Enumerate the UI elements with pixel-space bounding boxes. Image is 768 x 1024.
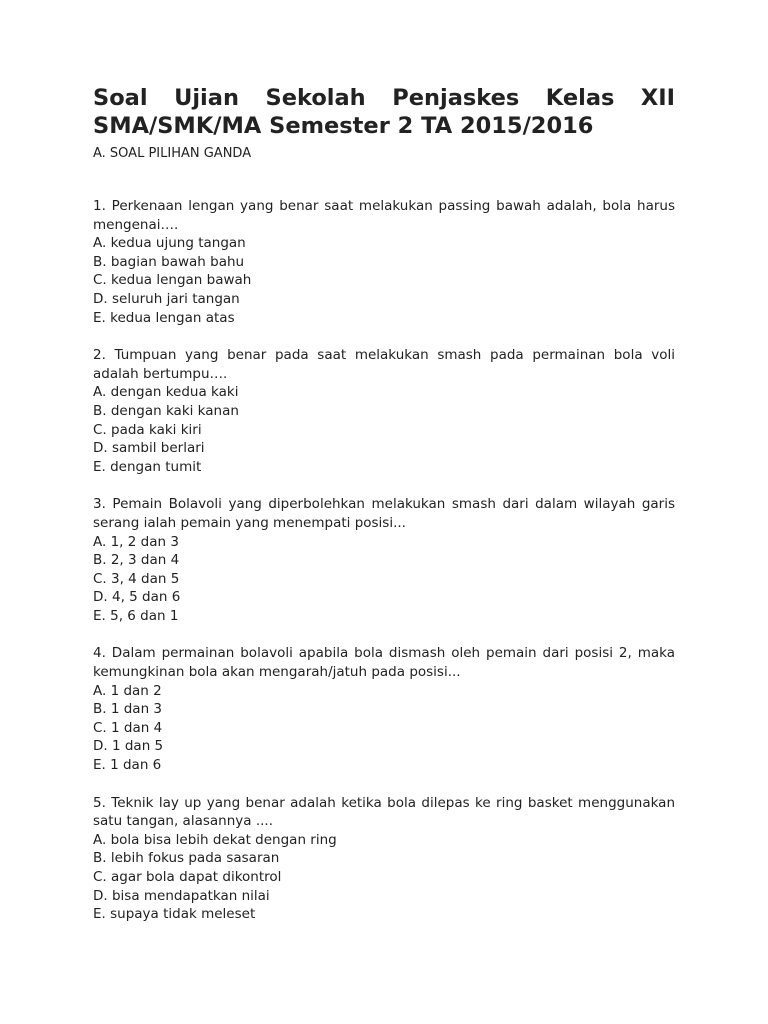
answer-option: A. kedua ujung tangan	[93, 235, 246, 252]
question-text: 2. Tumpuan yang benar pada saat melakukan smash pada permainan bola voli adalah bertumpu….	[93, 347, 675, 382]
question-text: 1. Perkenaan lengan yang benar saat melakukan passing bawah adalah, bola harus mengenai….	[93, 198, 675, 233]
answer-option: B. dengan kaki kanan	[93, 402, 239, 419]
answer-option: A. bola bisa lebih dekat dengan ring	[93, 831, 337, 848]
answer-option: D. bisa mendapatkan nilai	[93, 887, 270, 904]
answer-option: D. seluruh jari tangan	[93, 290, 240, 307]
answer-option: D. 4, 5 dan 6	[93, 589, 181, 606]
answer-option: C. pada kaki kiri	[93, 421, 202, 438]
answer-option: C. agar bola dapat dikontrol	[93, 869, 282, 885]
question-text: 4. Dalam permainan bolavoli apabila bola dismash oleh pemain dari posisi 2, maka kemungkinan bola akan mengarah/jatuh pada posisi...	[93, 645, 675, 681]
answer-option: E. 5, 6 dan 1	[93, 607, 179, 624]
answer-option: C. 1 dan 4	[93, 719, 163, 736]
document-page	[93, 84, 675, 943]
answer-option: D. 1 dan 5	[93, 738, 164, 755]
page-title: Soal Ujian Sekolah Penjaskes Kelas XII SMA/SMK/MA Semester 2 TA 2015/2016	[93, 85, 675, 139]
answer-option: E. dengan tumit	[93, 458, 202, 475]
answer-option: C. kedua lengan bawah	[93, 272, 252, 289]
answer-option: B. 2, 3 dan 4	[93, 552, 180, 569]
question-item	[93, 197, 675, 327]
answer-option: B. bagian bawah bahu	[93, 253, 245, 270]
question-list	[93, 197, 675, 924]
question-item	[93, 495, 675, 625]
question-item	[93, 346, 675, 476]
answer-option: A. dengan kedua kaki	[93, 384, 239, 401]
answer-option: E. supaya tidak meleset	[93, 906, 256, 923]
answer-option: A. 1, 2 dan 3	[93, 533, 179, 550]
answer-option: D. sambil berlari	[93, 440, 205, 457]
answer-option: B. 1 dan 3	[93, 701, 163, 718]
answer-option: C. 3, 4 dan 5	[93, 570, 180, 587]
question-text: 3. Pemain Bolavoli yang diperbolehkan melakukan smash dari dalam wilayah garis serang ialah pemain yang menempati posisi...	[93, 496, 675, 531]
question-text: 5. Teknik lay up yang benar adalah ketika bola dilepas ke ring basket menggunakan satu tangan, alasannya ....	[93, 794, 675, 830]
answer-option: B. lebih fokus pada sasaran	[93, 850, 280, 867]
answer-option: E. kedua lengan atas	[93, 309, 235, 326]
answer-option: A. 1 dan 2	[93, 682, 162, 699]
question-item	[93, 644, 675, 774]
section-heading: A. SOAL PILIHAN GANDA	[93, 146, 252, 161]
answer-option: E. 1 dan 6	[93, 757, 162, 774]
question-item	[93, 794, 675, 924]
